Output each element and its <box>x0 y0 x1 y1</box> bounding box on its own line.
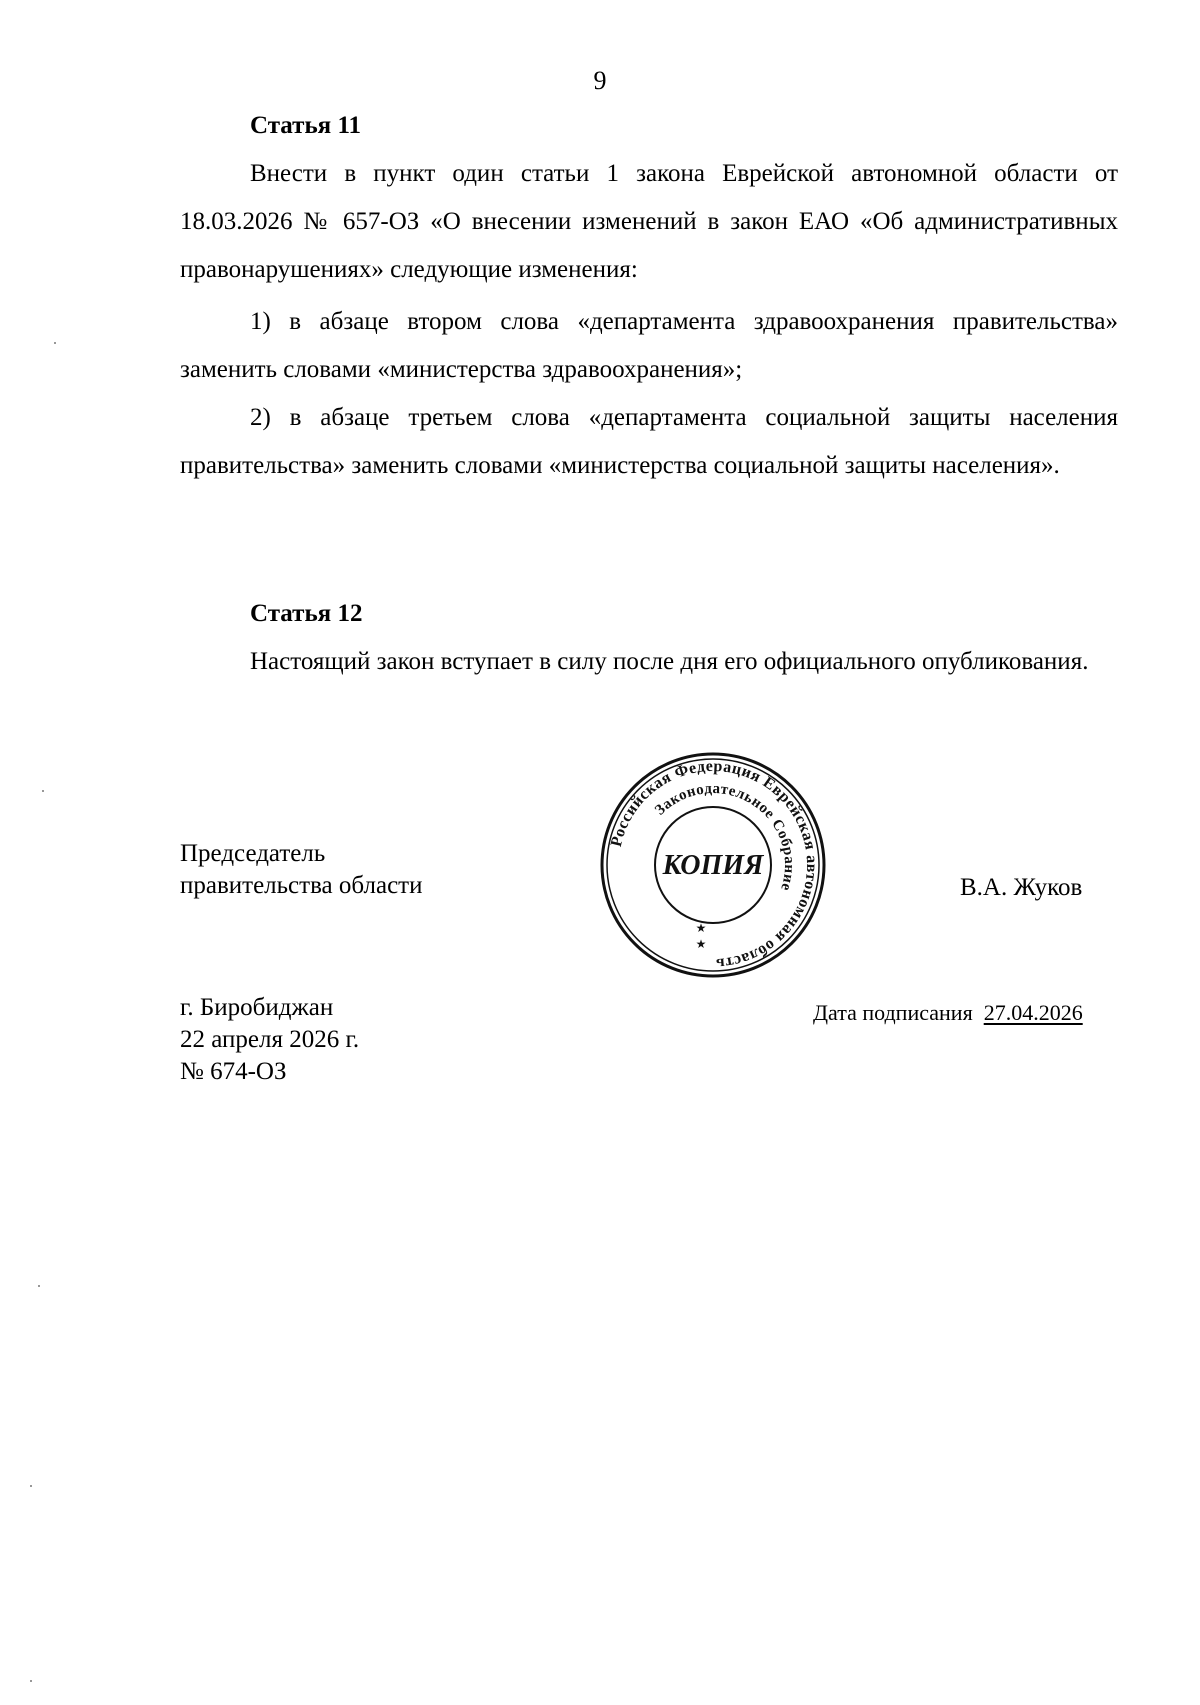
signatory-position <box>180 838 422 902</box>
article-12-text-body: Настоящий закон вступает в силу после дня его официального опубликования. <box>250 648 1089 675</box>
signing-date-value: 27.04.2026 <box>983 1000 1083 1025</box>
article-11-heading: Статья 11 <box>250 112 362 139</box>
scan-speck <box>30 1485 32 1487</box>
article-11-intro <box>180 150 1118 294</box>
page-number: 9 <box>593 66 607 95</box>
seal-outer-text: Российская Федерация Еврейская автономная область <box>607 757 821 973</box>
seal-inner-text: Законодательное Собрание <box>652 780 798 893</box>
article-11-item-2 <box>180 394 1118 490</box>
article-12-heading: Статья 12 <box>250 600 363 627</box>
signing-date-label: Дата подписания <box>813 1000 973 1025</box>
seal-star-icon: ★ <box>695 921 707 935</box>
document-footer-info <box>180 992 359 1088</box>
article-11-item-2-text: 2) в абзаце третьем слова «департамента социальной защиты населения правительства» заменить словами «министерства социальной защиты населения». <box>180 404 1118 479</box>
article-12-text <box>180 638 1118 686</box>
signatory-position-line-1: Председатель <box>180 840 326 867</box>
official-seal-stamp <box>598 750 828 980</box>
footer-city: г. Биробиджан <box>180 994 334 1021</box>
footer-date: 22 апреля 2026 г. <box>180 1026 360 1053</box>
signing-date <box>813 1000 1083 1026</box>
seal-star-icon: ★ <box>695 937 707 951</box>
article-11-item-1 <box>180 298 1118 394</box>
signatory-position-line-2: правительства области <box>180 872 423 899</box>
scan-speck <box>38 1285 40 1287</box>
scan-speck <box>54 342 56 344</box>
article-11-intro-text: Внести в пункт один статьи 1 закона Еврейской автономной области от 18.03.2026 № 657-ОЗ «О внесении изменений в закон ЕАО «Об административных правонарушениях» следующие изменения: <box>180 160 1118 283</box>
footer-law-number: № 674-ОЗ <box>180 1058 287 1085</box>
article-11-item-1-text: 1) в абзаце втором слова «департамента здравоохранения правительства» заменить словами «министерства здравоохранения»; <box>180 308 1118 383</box>
scan-speck <box>30 1680 32 1682</box>
scan-speck <box>42 790 44 792</box>
signatory-name: В.А. Жуков <box>960 874 1083 901</box>
seal-center-text: КОПИЯ <box>662 850 764 881</box>
